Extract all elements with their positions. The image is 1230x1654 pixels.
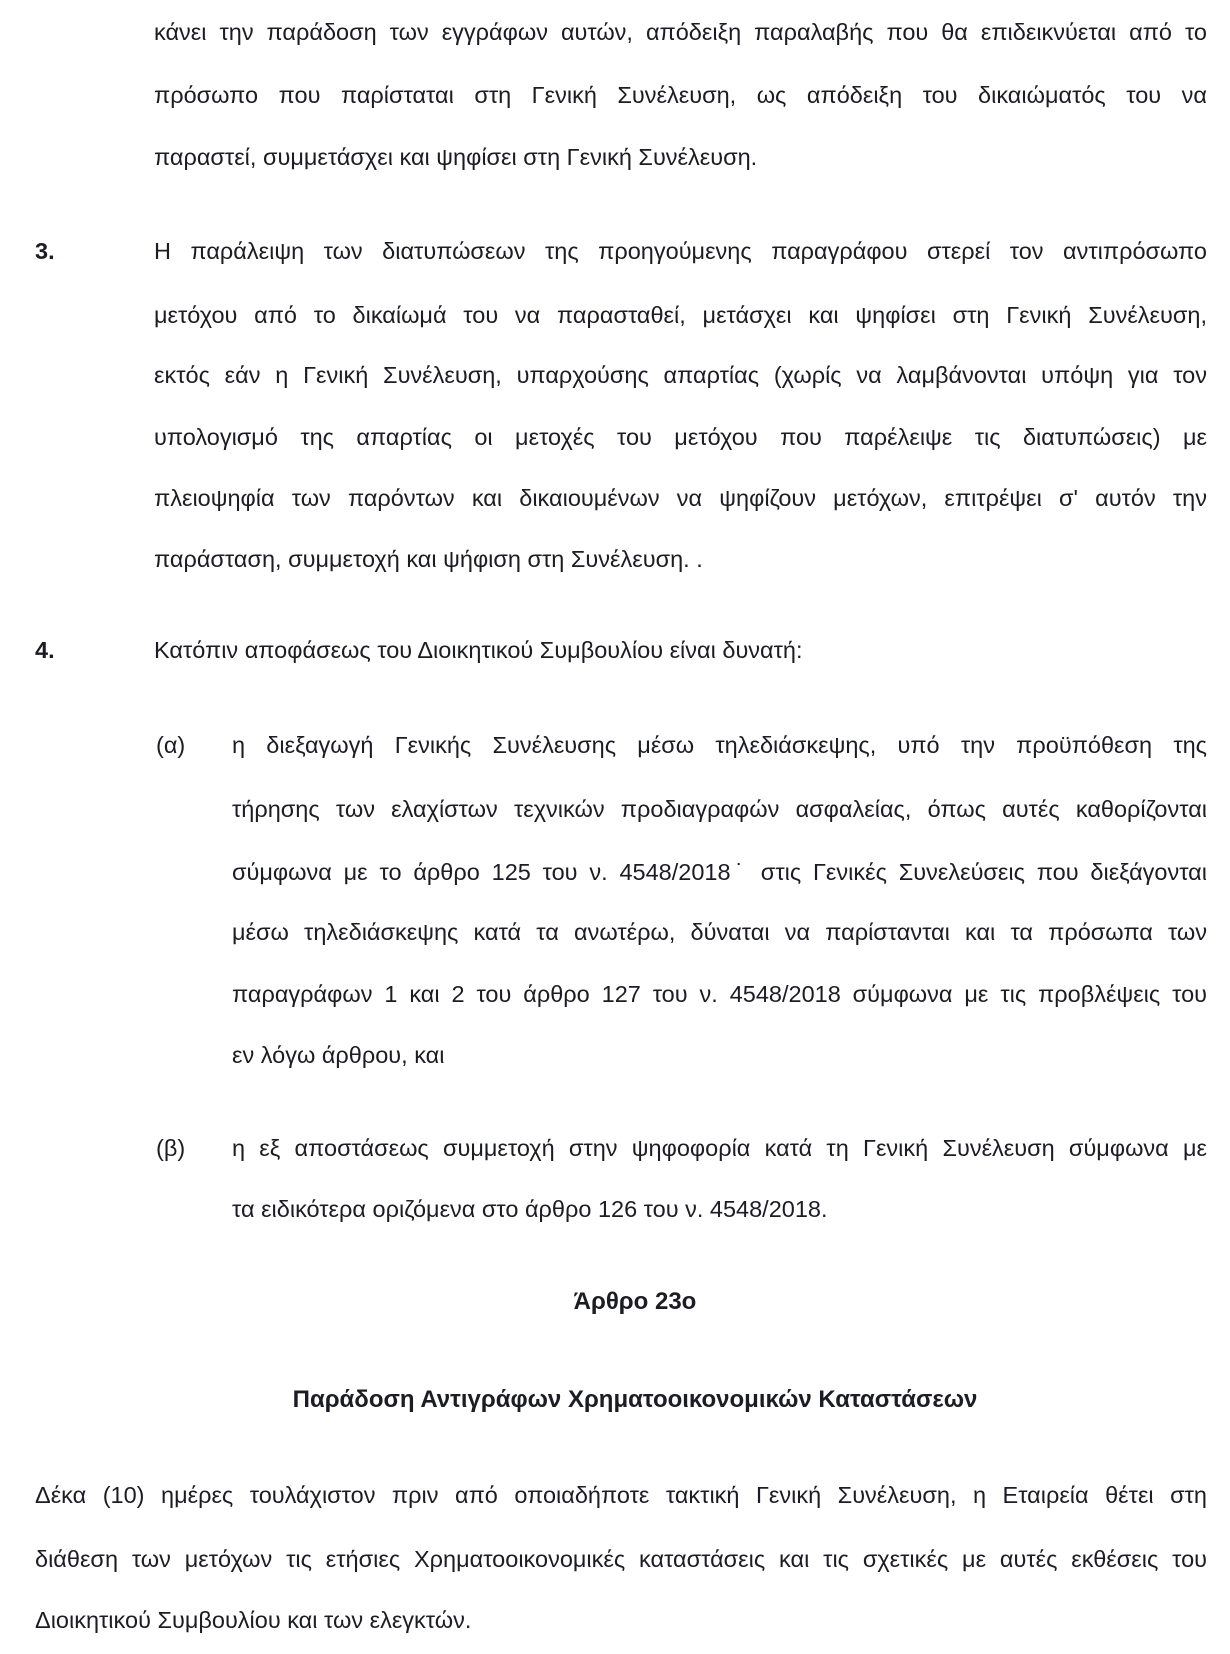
subitem-line: παραγράφων 1 και 2 του άρθρο 127 του ν. 4548/2018 σύμφωνα με τις προβλέψεις του [232, 981, 1207, 1007]
paragraph-line: Διοικητικού Συμβουλίου και των ελεγκτών. [35, 1607, 472, 1633]
paragraph-line: υπολογισμό της απαρτίας οι μετοχές του μετόχου που παρέλειψε τις διατυπώσεις) με [154, 424, 1207, 450]
item-number-4: 4. [35, 637, 55, 663]
paragraph-line: μετόχου από το δικαίωμά του να παρασταθεί, μετάσχει και ψηφίσει στη Γενική Συνέλευση, [154, 302, 1207, 328]
paragraph-line: Η παράλειψη των διατυπώσεων της προηγούμενης παραγράφου στερεί τον αντιπρόσωπο [154, 238, 1207, 264]
paragraph-line: εκτός εάν η Γενική Συνέλευση, υπαρχούσης απαρτίας (χωρίς να λαμβάνονται υπόψη για τον [154, 362, 1207, 388]
subitem-line: σύμφωνα με το άρθρο 125 του ν. 4548/2018˙ στις Γενικές Συνελεύσεις που διεξάγονται [232, 859, 1207, 885]
paragraph-line: Κατόπιν αποφάσεως του Διοικητικού Συμβουλίου είναι δυνατή: [154, 637, 803, 663]
paragraph-line: Δέκα (10) ημέρες τουλάχιστον πριν από οποιαδήποτε τακτική Γενική Συνέλευση, η Εταιρεία θέτει στη [35, 1482, 1207, 1508]
article-number: Άρθρο 23ο [573, 1288, 697, 1315]
paragraph-line: διάθεση των μετόχων τις ετήσιες Χρηματοοικονομικές καταστάσεις και τις σχετικές με αυτές εκθέσεις του [35, 1546, 1207, 1572]
paragraph-line: κάνει την παράδοση των εγγράφων αυτών, απόδειξη παραλαβής που θα επιδεικνύεται από το [154, 19, 1207, 45]
subitem-line: εν λόγω άρθρου, και [232, 1042, 445, 1068]
subitem-line: η διεξαγωγή Γενικής Συνέλευσης μέσω τηλεδιάσκεψης, υπό την προϋπόθεση της [232, 732, 1207, 758]
article-title: Παράδοση Αντιγράφων Χρηματοοικονομικών Καταστάσεων [292, 1386, 978, 1413]
subitem-line: τα ειδικότερα οριζόμενα στο άρθρο 126 του ν. 4548/2018. [232, 1196, 828, 1222]
paragraph-line: πρόσωπο που παρίσταται στη Γενική Συνέλευση, ως απόδειξη του δικαιώματός του να [154, 82, 1207, 108]
item-number-3: 3. [35, 238, 55, 264]
subitem-line: τήρησης των ελαχίστων τεχνικών προδιαγραφών ασφαλείας, όπως αυτές καθορίζονται [232, 796, 1207, 822]
subitem-line: η εξ αποστάσεως συμμετοχή στην ψηφοφορία κατά τη Γενική Συνέλευση σύμφωνα με [232, 1135, 1207, 1161]
paragraph-line: παράσταση, συμμετοχή και ψήφιση στη Συνέλευση. . [154, 546, 703, 572]
paragraph-line: πλειοψηφία των παρόντων και δικαιουμένων να ψηφίζουν μετόχων, επιτρέψει σ' αυτόν την [154, 485, 1207, 511]
subitem-line: μέσω τηλεδιάσκεψης κατά τα ανωτέρω, δύναται να παρίστανται και τα πρόσωπα των [232, 919, 1207, 945]
subitem-label-a: (α) [156, 732, 186, 758]
subitem-label-b: (β) [156, 1135, 186, 1161]
paragraph-line: παραστεί, συμμετάσχει και ψηφίσει στη Γενική Συνέλευση. [154, 144, 758, 170]
